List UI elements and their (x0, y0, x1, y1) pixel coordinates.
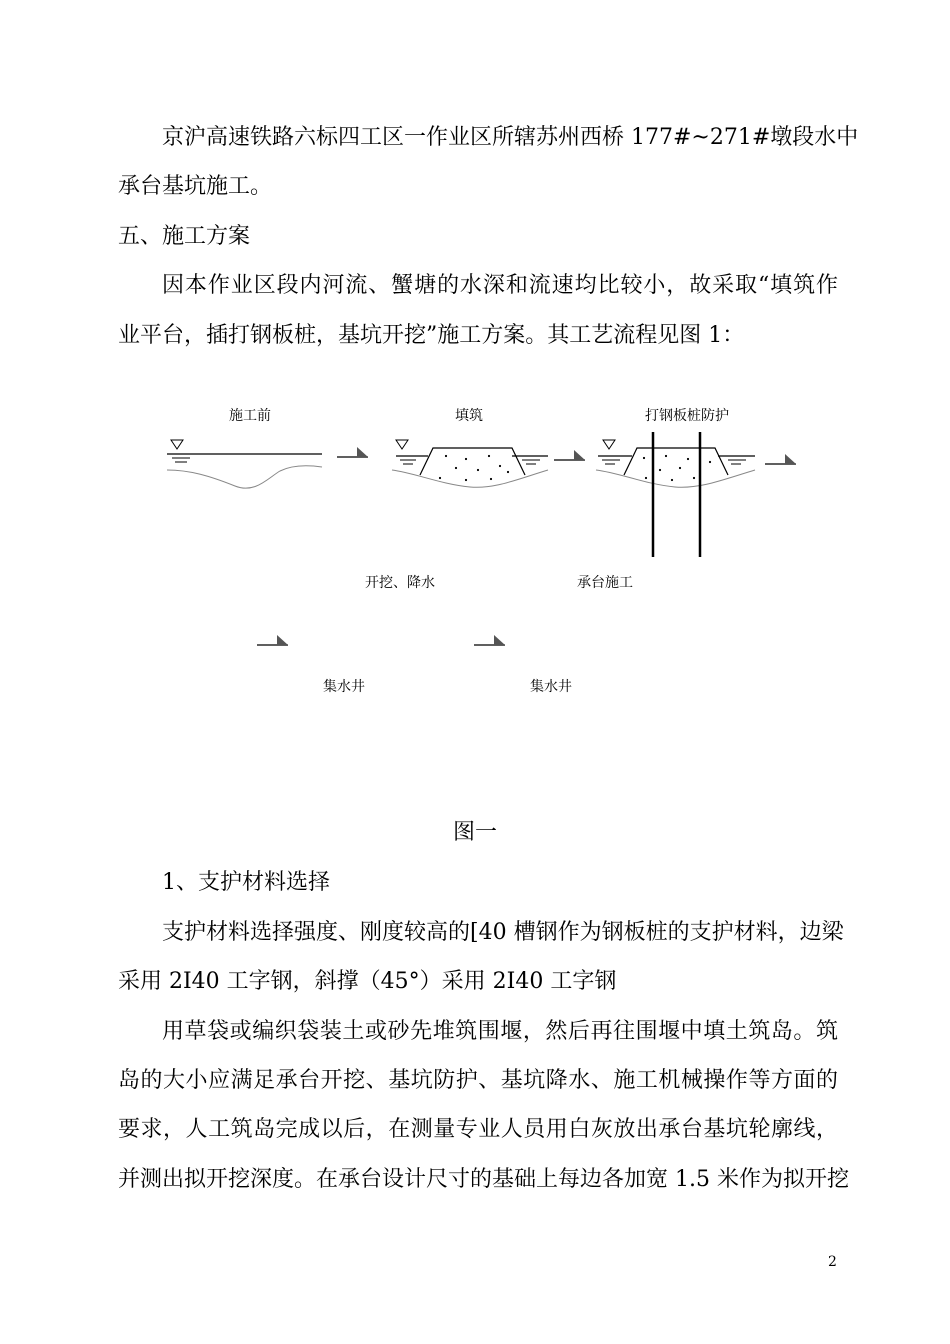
stage-fill-diagram (392, 440, 548, 487)
flow-arrow-icon (257, 635, 288, 645)
flow-arrow-icon (765, 454, 796, 464)
paragraph-line: 因本作业区段内河流、蟹塘的水深和流速均比较小，故采取“填筑作 (162, 273, 838, 298)
figure-caption: 图一 (452, 820, 497, 845)
section-heading: 1、支护材料选择 (162, 870, 330, 895)
flow-arrow-icon (474, 635, 505, 645)
paragraph-line: 支护材料选择强度、刚度较高的[40 槽钢作为钢板桩的支护材料，边梁 (162, 920, 844, 945)
paragraph-line: 京沪高速铁路六标四工区一作业区所辖苏州西桥 177#~271#墩段水中 (162, 125, 859, 150)
stage-label-excavate: 开挖、降水 (365, 575, 435, 591)
paragraph-line: 岛的大小应满足承台开挖、基坑防护、基坑降水、施工机械操作等方面的 (118, 1068, 838, 1093)
stage-before-diagram (167, 440, 322, 488)
stage-label-fill: 填筑 (455, 408, 483, 424)
stage-sheet-pile-diagram (596, 432, 755, 557)
page-number: 2 (828, 1254, 837, 1270)
paragraph-line: 用草袋或编织袋装土或砂先堆筑围堰，然后再往围堰中填土筑岛。筑 (162, 1019, 838, 1044)
paragraph-line: 采用 2I40 工字钢，斜撑（45°）采用 2I40 工字钢 (118, 969, 617, 994)
section-heading: 五、施工方案 (118, 224, 251, 249)
flow-arrow-icon (554, 450, 585, 460)
well-label: 集水井 (323, 679, 365, 695)
paragraph-line: 承台基坑施工。 (118, 174, 273, 199)
paragraph-line: 业平台，插打钢板桩，基坑开挖”施工方案。其工艺流程见图 1： (118, 323, 745, 348)
well-label: 集水井 (530, 679, 572, 695)
stage-label-sheet-pile: 打钢板桩防护 (645, 408, 729, 424)
flow-arrow-icon (337, 447, 368, 457)
stage-label-before: 施工前 (229, 408, 271, 424)
stage-label-cap: 承台施工 (577, 575, 633, 591)
paragraph-line: 并测出拟开挖深度。在承台设计尺寸的基础上每边各加宽 1.5 米作为拟开挖 (118, 1167, 849, 1192)
paragraph-line: 要求，人工筑岛完成以后，在测量专业人员用白灰放出承台基坑轮廓线， (118, 1117, 838, 1142)
